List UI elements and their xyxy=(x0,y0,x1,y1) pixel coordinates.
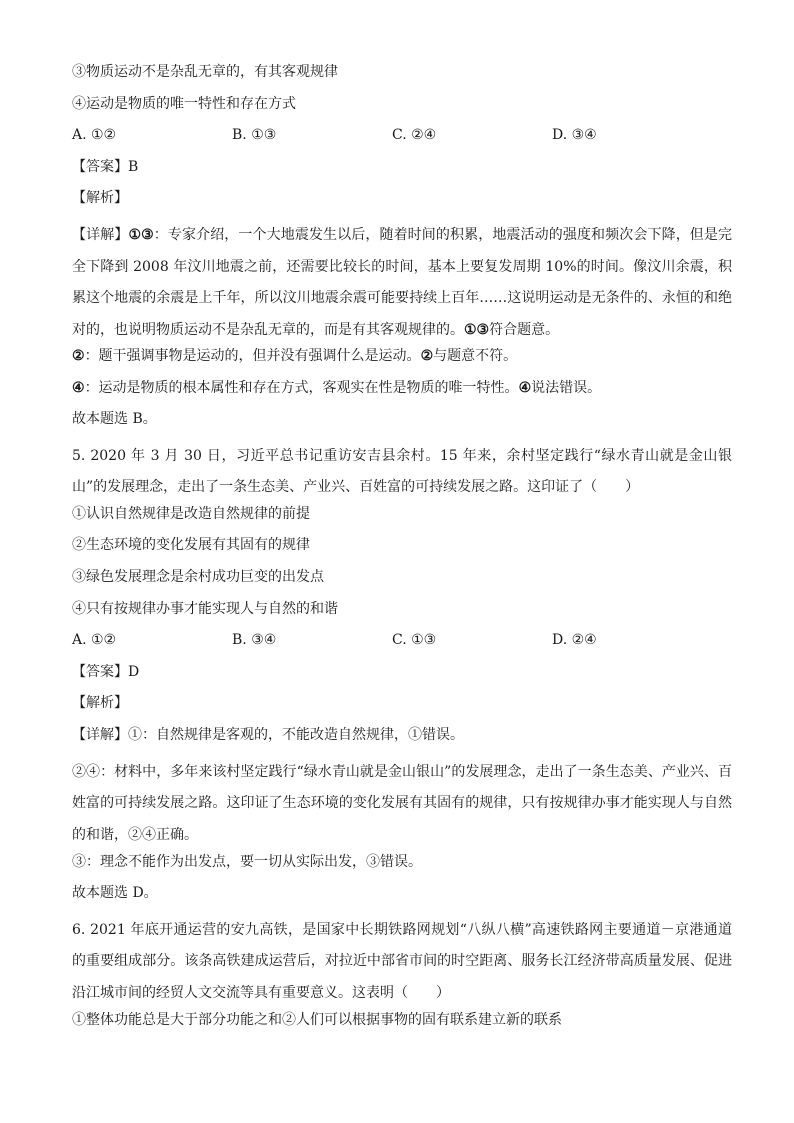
q5-statement-4: ④只有按规律办事才能实现人与自然的和谐 xyxy=(72,600,338,617)
q4-detail-4-text: ：运动是物质的根本属性和存在方式，客观实在性是物质的唯一特性。 xyxy=(84,379,519,396)
q4-detail-2-end: 与题意不符。 xyxy=(433,347,518,364)
q4-option-d: D. ③④ xyxy=(552,127,597,144)
q4-detail-4-tag: ④ xyxy=(72,379,85,396)
q4-options xyxy=(72,125,732,145)
q5-question: 5. 2020 年 3 月 30 日，习近平总书记重访安吉县余村。15 年来，余村坚定践行“绿水青山就是金山银山”的发展理念，走出了一条生态美、产业兴、百姓富的可持续发展之路。这印证了（ ） xyxy=(72,447,732,496)
q5-options xyxy=(72,630,732,650)
q4-detail-13-end: 符合题意。 xyxy=(489,321,560,338)
q4-detail-tag: 【详解】 xyxy=(72,226,129,243)
q5-detail-tag: 【详解】 xyxy=(72,726,128,743)
q5-option-c: C. ①③ xyxy=(392,632,437,649)
q6-question: 6. 2021 年底开通运营的安九高铁，是国家中长期铁路网规划“八纵八横”高速铁路网主要通道－京港通道的重要组成部分。该条高铁建成运营后，对拉近中部省市间的时空距离、服务长江经济带高质量发展、促进沿江城市间的经贸人文交流等具有重要意义。这表明（ ） xyxy=(72,921,732,1001)
q6-statements-1-2: ①整体功能总是大于部分功能之和②人们可以根据事物的固有联系建立新的联系 xyxy=(72,1011,562,1028)
q4-detail-13-tag: ①③ xyxy=(128,226,154,243)
q4-detail-4-end: 说法错误。 xyxy=(531,379,602,396)
q4-option-c: C. ②④ xyxy=(392,127,437,144)
q4-detail-2-text: ：题干强调事物是运动的，但并没有强调什么是运动。 xyxy=(84,347,421,364)
q5-answer-tag: 【答案】 xyxy=(72,663,128,680)
q4-option-b: B. ①③ xyxy=(232,127,277,144)
q4-detail-2-tag: ② xyxy=(72,347,85,364)
q5-detail-3: ③：理念不能作为出发点，要一切从实际出发，③错误。 xyxy=(72,853,422,870)
q5-option-a: A. ①② xyxy=(72,632,117,649)
q4-detail-13-end-tag: ①③ xyxy=(464,321,490,338)
q5-option-b: B. ③④ xyxy=(232,632,277,649)
q5-detail-1 xyxy=(72,725,732,745)
q4-detail-4-end-tag: ④ xyxy=(518,379,532,396)
q4-statement-3: ③物质运动不是杂乱无章的，有其客观规律 xyxy=(72,64,338,80)
q5-statement-1: ①认识自然规律是改造自然规律的前提 xyxy=(72,505,310,522)
q5-detail-24: ②④：材料中，多年来该村坚定践行“绿水青山就是金山银山”的发展理念，走出了一条生态美、产业兴、百姓富的可持续发展之路。这印证了生态环境的变化发展有其固有的规律，只有按规律办事才能实现人与自然的和谐，②④正确。 xyxy=(72,763,732,843)
q4-statement-4: ④运动是物质的唯一特性和存在方式 xyxy=(72,95,296,112)
q5-statement-3: ③绿色发展理念是余村成功巨变的出发点 xyxy=(72,568,324,585)
q5-option-d: D. ②④ xyxy=(552,632,597,649)
page-content xyxy=(72,62,732,1041)
q4-detail-2-end-tag: ② xyxy=(420,347,434,364)
q4-detail-13 xyxy=(72,220,732,346)
q4-detail-2 xyxy=(72,346,732,366)
q4-answer xyxy=(72,157,732,177)
q4-answer-tag: 【答案】 xyxy=(72,158,128,175)
q4-answer-value: B xyxy=(128,158,139,175)
q4-option-a: A. ①② xyxy=(72,127,117,144)
q4-conclusion: 故本题选 B。 xyxy=(72,411,157,428)
q4-analysis-heading: 【解析】 xyxy=(72,190,128,207)
q4-detail-4 xyxy=(72,378,732,398)
q5-analysis-heading: 【解析】 xyxy=(72,695,128,712)
q5-statement-2: ②生态环境的变化发展有其固有的规律 xyxy=(72,537,310,554)
q5-conclusion: 故本题选 D。 xyxy=(72,885,158,902)
q5-detail-1-text: ①：自然规律是客观的，不能改造自然规律，①错误。 xyxy=(128,726,464,743)
q5-answer xyxy=(72,662,732,682)
q5-answer-value: D xyxy=(128,663,140,680)
q4-detail-13-text: ：专家介绍，一个大地震发生以后，随着时间的积累，地震活动的强度和频次会下降，但是完全下降到 2008 年汶川地震之前，还需要比较长的时间，基本上要复发周期 10%的时间。像汶川余震，积累这个地震的余震是上千年，所以汶川地震余震可能要持续上百年……这说明运动是无条件的、永恒的和绝对的，也说明物质运动不是杂乱无章的，而是有其客观规律的。 xyxy=(72,226,732,338)
